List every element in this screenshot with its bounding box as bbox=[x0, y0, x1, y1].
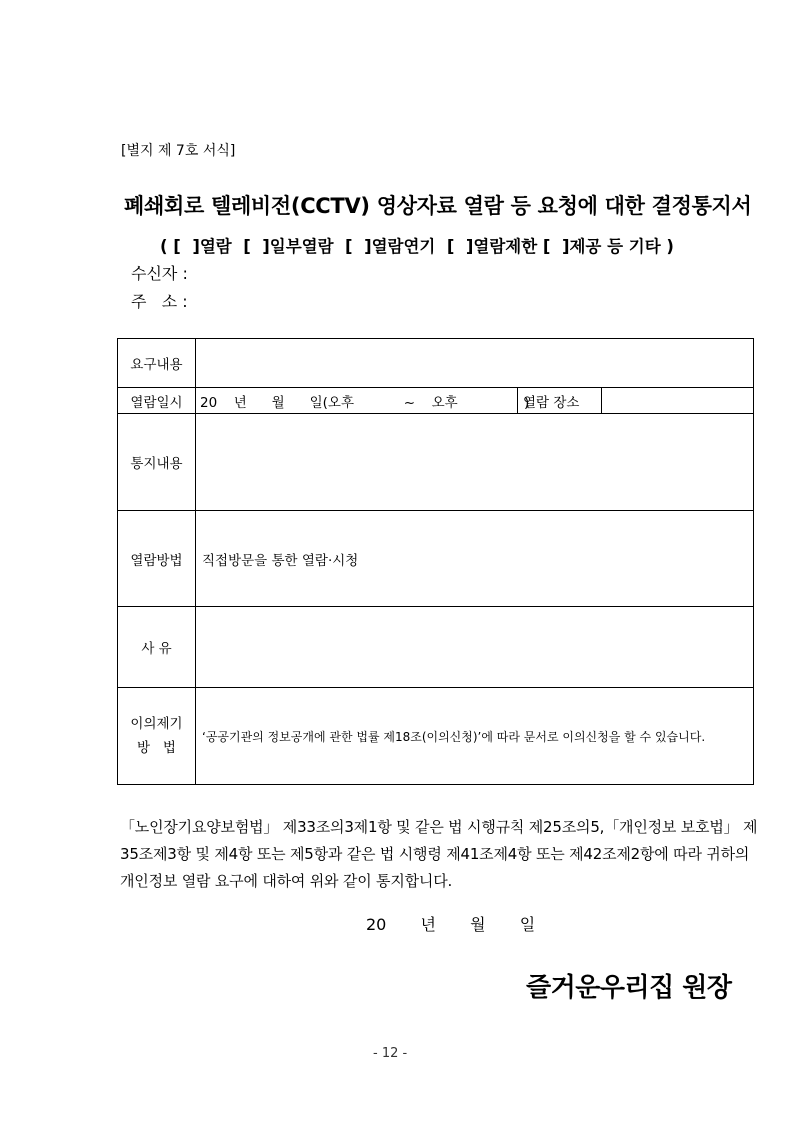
signature-date: 20 년 월 일 bbox=[366, 915, 536, 934]
recipient-label: 수신자 : bbox=[131, 264, 188, 283]
objection-method-label bbox=[118, 688, 196, 785]
statute-paragraph: 「노인장기요양보험법」 제33조의3제1항 및 같은 법 시행규칙 제25조의5,「개인정보 보호법」 제35조제3항 및 제4항 또는 제5항과 같은 법 시행령 제41조제4항 또는 제42조제2항에 따라 귀하의 개인정보 열람 요구에 대하여 위와 같이 통지합니다. bbox=[120, 818, 758, 890]
view-method-label: 열람방법 bbox=[118, 511, 196, 607]
table-row bbox=[118, 414, 754, 511]
table-row bbox=[118, 511, 754, 607]
table-row bbox=[118, 607, 754, 688]
table-row bbox=[118, 339, 754, 388]
address-label: 주 소 : bbox=[131, 292, 188, 311]
table-row bbox=[118, 388, 754, 414]
objection-method-value: ‘공공기관의 정보공개에 관한 법률 제18조(이의신청)’에 따라 문서로 이의신청을 할 수 있습니다. bbox=[196, 688, 754, 785]
document-title: 폐쇄회로 텔레비전(CCTV) 영상자료 열람 등 요청에 대한 결정통지서 bbox=[124, 194, 752, 218]
reason-label: 사 유 bbox=[118, 607, 196, 688]
objection-label-line2: 방 법 bbox=[137, 740, 176, 756]
notice-content-value bbox=[196, 414, 754, 511]
notice-content-label: 통지내용 bbox=[118, 414, 196, 511]
view-method-value: 직접방문을 통한 열람·시청 bbox=[196, 511, 754, 607]
reason-value bbox=[196, 607, 754, 688]
view-place-value bbox=[602, 388, 754, 414]
page-number: - 12 - bbox=[373, 1046, 408, 1061]
form-number-tag: [별지 제 7호 서식] bbox=[121, 143, 236, 159]
decision-type-checklist: ( [ ]열람 [ ]일부열람 [ ]열람연기 [ ]열람제한 [ ]제공 등 기타 ) bbox=[160, 237, 674, 256]
director-signature: 즐거운우리집 원장 bbox=[526, 973, 732, 1003]
request-value-cell bbox=[196, 339, 754, 388]
view-date-label: 열람일시 bbox=[118, 388, 196, 414]
table-row bbox=[118, 688, 754, 785]
view-date-value: 20 년 월 일(오후 ~ 오후 ) bbox=[196, 388, 518, 414]
request-label: 요구내용 bbox=[118, 339, 196, 388]
notice-table bbox=[117, 338, 754, 785]
view-place-label: 열람 장소 bbox=[518, 388, 602, 414]
objection-label-line1: 이의제기 bbox=[130, 716, 183, 732]
